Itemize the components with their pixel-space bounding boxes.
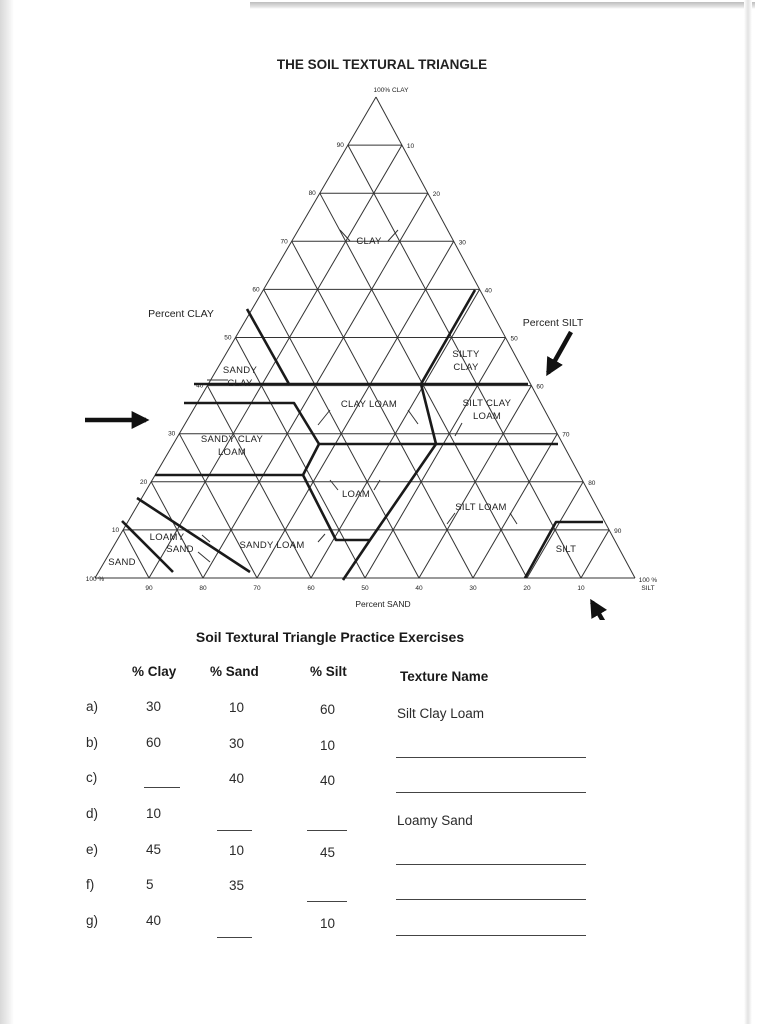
corner-label-silt-2: SILT bbox=[641, 585, 655, 592]
region-loamy-sand-1: LOAMY bbox=[149, 532, 185, 543]
tick-sand: 10 bbox=[577, 585, 585, 592]
region-silty-clay-2: CLAY bbox=[453, 362, 479, 373]
tick-sand: 90 bbox=[145, 585, 153, 592]
header-silt: % Silt bbox=[310, 664, 347, 679]
tick-silt: 50 bbox=[510, 335, 518, 343]
region-sandy-clay-loam-2: LOAM bbox=[217, 447, 247, 458]
region-sand: SAND bbox=[108, 557, 136, 568]
row-label: e) bbox=[86, 842, 99, 857]
cell-silt: 45 bbox=[320, 845, 336, 860]
tick-sand: 80 bbox=[199, 585, 207, 592]
exercises-title: Soil Textural Triangle Practice Exercises bbox=[195, 629, 465, 645]
region-sandy-clay-2: CLAY bbox=[227, 378, 253, 389]
tick-silt: 90 bbox=[614, 527, 622, 535]
tick-silt: 20 bbox=[432, 191, 441, 199]
tick-clay: 20 bbox=[139, 478, 148, 486]
corner-label-silt-1: 100 % bbox=[638, 577, 658, 584]
tick-silt: 70 bbox=[562, 431, 570, 439]
tick-sand: 50 bbox=[361, 585, 369, 592]
region-loam: LOAM bbox=[341, 489, 371, 500]
header-texture: Texture Name bbox=[400, 669, 489, 684]
tick-clay: 70 bbox=[280, 238, 288, 246]
texture-answer-line[interactable] bbox=[396, 935, 586, 936]
axis-label-sand: Percent SAND bbox=[355, 599, 411, 609]
cell-texture: Loamy Sand bbox=[397, 813, 473, 828]
cell-sand: 40 bbox=[229, 771, 245, 786]
region-sandy-clay-loam-1: SANDY CLAY bbox=[200, 434, 264, 445]
row-label: b) bbox=[86, 735, 99, 750]
cell-clay: 30 bbox=[146, 699, 162, 714]
tick-clay: 50 bbox=[224, 334, 232, 342]
cell-sand: 10 bbox=[229, 843, 245, 858]
cell-sand: 35 bbox=[229, 878, 245, 893]
cell-clay: 45 bbox=[146, 842, 162, 857]
cell-clay: 40 bbox=[146, 913, 162, 928]
region-sandy-clay-1: SANDY bbox=[222, 365, 258, 376]
region-loamy-sand-2: SAND bbox=[166, 544, 194, 555]
tick-clay: 10 bbox=[111, 526, 120, 534]
row-label: f) bbox=[86, 877, 95, 892]
tick-sand: 60 bbox=[307, 585, 315, 592]
axis-label-silt: Percent SILT bbox=[522, 317, 584, 329]
row-label: a) bbox=[86, 699, 99, 714]
corner-label-sand: 100 % bbox=[85, 576, 105, 583]
region-clay-loam: CLAY LOAM bbox=[340, 399, 398, 410]
tick-clay: 80 bbox=[308, 190, 316, 198]
tick-sand: 30 bbox=[469, 585, 477, 592]
region-clay: CLAY bbox=[356, 236, 382, 247]
tick-clay: 90 bbox=[336, 142, 344, 150]
region-silt-loam: SILT LOAM bbox=[455, 502, 507, 513]
row-label: g) bbox=[86, 913, 99, 928]
texture-answer-line[interactable] bbox=[396, 792, 586, 793]
tick-silt: 30 bbox=[458, 239, 466, 247]
tick-sand: 70 bbox=[253, 585, 261, 592]
cell-clay: 10 bbox=[146, 806, 162, 821]
header-clay: % Clay bbox=[132, 664, 177, 679]
region-sandy-loam: SANDY LOAM bbox=[239, 540, 305, 551]
region-silty-clay-loam-2: LOAM bbox=[472, 411, 502, 422]
diagram-title: THE SOIL TEXTURAL TRIANGLE bbox=[276, 57, 488, 72]
cell-silt: 10 bbox=[320, 738, 336, 753]
tick-silt: 60 bbox=[536, 383, 544, 391]
tick-sand: 20 bbox=[523, 585, 531, 592]
region-silty-clay-loam-1: SILT CLAY bbox=[462, 398, 512, 409]
region-silt: SILT bbox=[555, 544, 577, 555]
row-label: c) bbox=[86, 770, 98, 785]
cell-sand: 30 bbox=[229, 736, 245, 751]
cell-texture: Silt Clay Loam bbox=[397, 706, 485, 721]
axis-label-clay: Percent CLAY bbox=[148, 308, 214, 320]
texture-answer-line[interactable] bbox=[396, 757, 586, 758]
tick-silt: 10 bbox=[406, 143, 415, 151]
cell-clay: 5 bbox=[146, 877, 154, 892]
cell-silt: 10 bbox=[320, 916, 336, 931]
tick-clay: 30 bbox=[168, 430, 176, 438]
blank-sand-input[interactable] bbox=[217, 830, 252, 831]
corner-label-clay: 100% CLAY bbox=[373, 87, 409, 94]
cell-silt: 60 bbox=[320, 702, 336, 717]
blank-sand-input[interactable] bbox=[217, 937, 252, 938]
cell-silt: 40 bbox=[320, 773, 336, 788]
cell-sand: 10 bbox=[229, 700, 245, 715]
tick-sand: 40 bbox=[415, 585, 423, 592]
header-sand: % Sand bbox=[210, 664, 259, 679]
tick-clay: 60 bbox=[252, 286, 260, 294]
region-silty-clay-1: SILTY bbox=[452, 349, 480, 360]
tick-silt: 40 bbox=[484, 287, 492, 295]
blank-clay-input[interactable] bbox=[144, 787, 180, 788]
blank-silt-input[interactable] bbox=[307, 830, 347, 831]
blank-silt-input[interactable] bbox=[307, 901, 347, 902]
tick-clay: 40 bbox=[196, 382, 204, 390]
tick-silt: 80 bbox=[588, 479, 596, 487]
texture-answer-line[interactable] bbox=[396, 899, 586, 900]
row-label: d) bbox=[86, 806, 99, 821]
cell-clay: 60 bbox=[146, 735, 162, 750]
texture-answer-line[interactable] bbox=[396, 864, 586, 865]
